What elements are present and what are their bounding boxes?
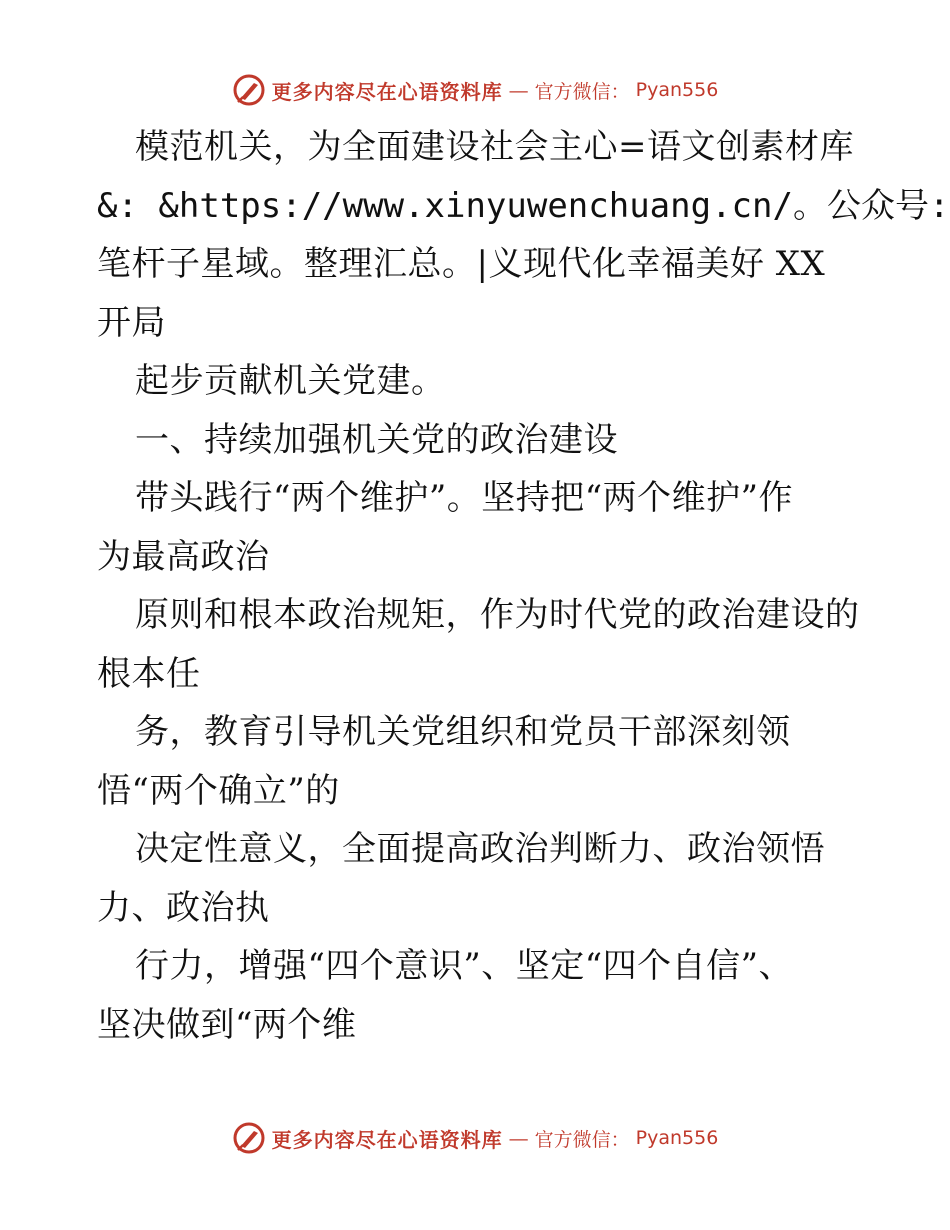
quill-logo-icon (232, 1121, 266, 1155)
header-banner-title: 更多内容尽在心语资料库 (271, 79, 503, 104)
text-line: 笔杆子星域。整理汇总。|义现代化幸福美好 XX (97, 244, 826, 284)
section-heading: 一、持续加强机关党的政治建设 (135, 419, 618, 460)
header-banner-separator: — (508, 78, 529, 102)
footer-banner-title: 更多内容尽在心语资料库 (271, 1127, 503, 1152)
footer-wechat-id: Pyan556 (635, 1127, 719, 1149)
text-line: 悟“两个确立”的 (97, 770, 340, 811)
text-line: 务，教育引导机关党组织和党员干部深刻领 (135, 712, 791, 752)
header-wechat-label: 官方微信： (534, 80, 630, 103)
text-line: 坚决做到“两个维 (97, 1004, 357, 1045)
text-line: 行力，增强“四个意识”、坚定“四个自信”、 (135, 946, 794, 986)
footer-banner (0, 1118, 950, 1158)
header-wechat-id: Pyan556 (635, 79, 719, 101)
text-line: 模范机关，为全面建设社会主心=语文创素材库 (135, 127, 854, 167)
text-line: 开局 (97, 302, 166, 343)
text-line: 为最高政治 (97, 536, 270, 577)
text-line: 决定性意义，全面提高政治判断力、政治领悟 (135, 829, 825, 869)
footer-banner-separator: — (508, 1126, 529, 1150)
text-line: 带头践行“两个维护”。坚持把“两个维护”作 (135, 478, 794, 518)
footer-wechat-label: 官方微信： (534, 1128, 630, 1151)
text-line: 力、政治执 (97, 887, 270, 928)
document-body (97, 118, 950, 1054)
header-banner (0, 70, 950, 110)
text-line: 根本任 (97, 653, 201, 694)
text-line: 原则和根本政治规矩，作为时代党的政治建设的 (135, 595, 860, 635)
text-line: 起步贡献机关党建。 (135, 361, 446, 401)
text-line: &: &https://www.xinyuwenchuang.cn/。公众号: (97, 185, 950, 226)
quill-logo-icon (232, 73, 266, 107)
